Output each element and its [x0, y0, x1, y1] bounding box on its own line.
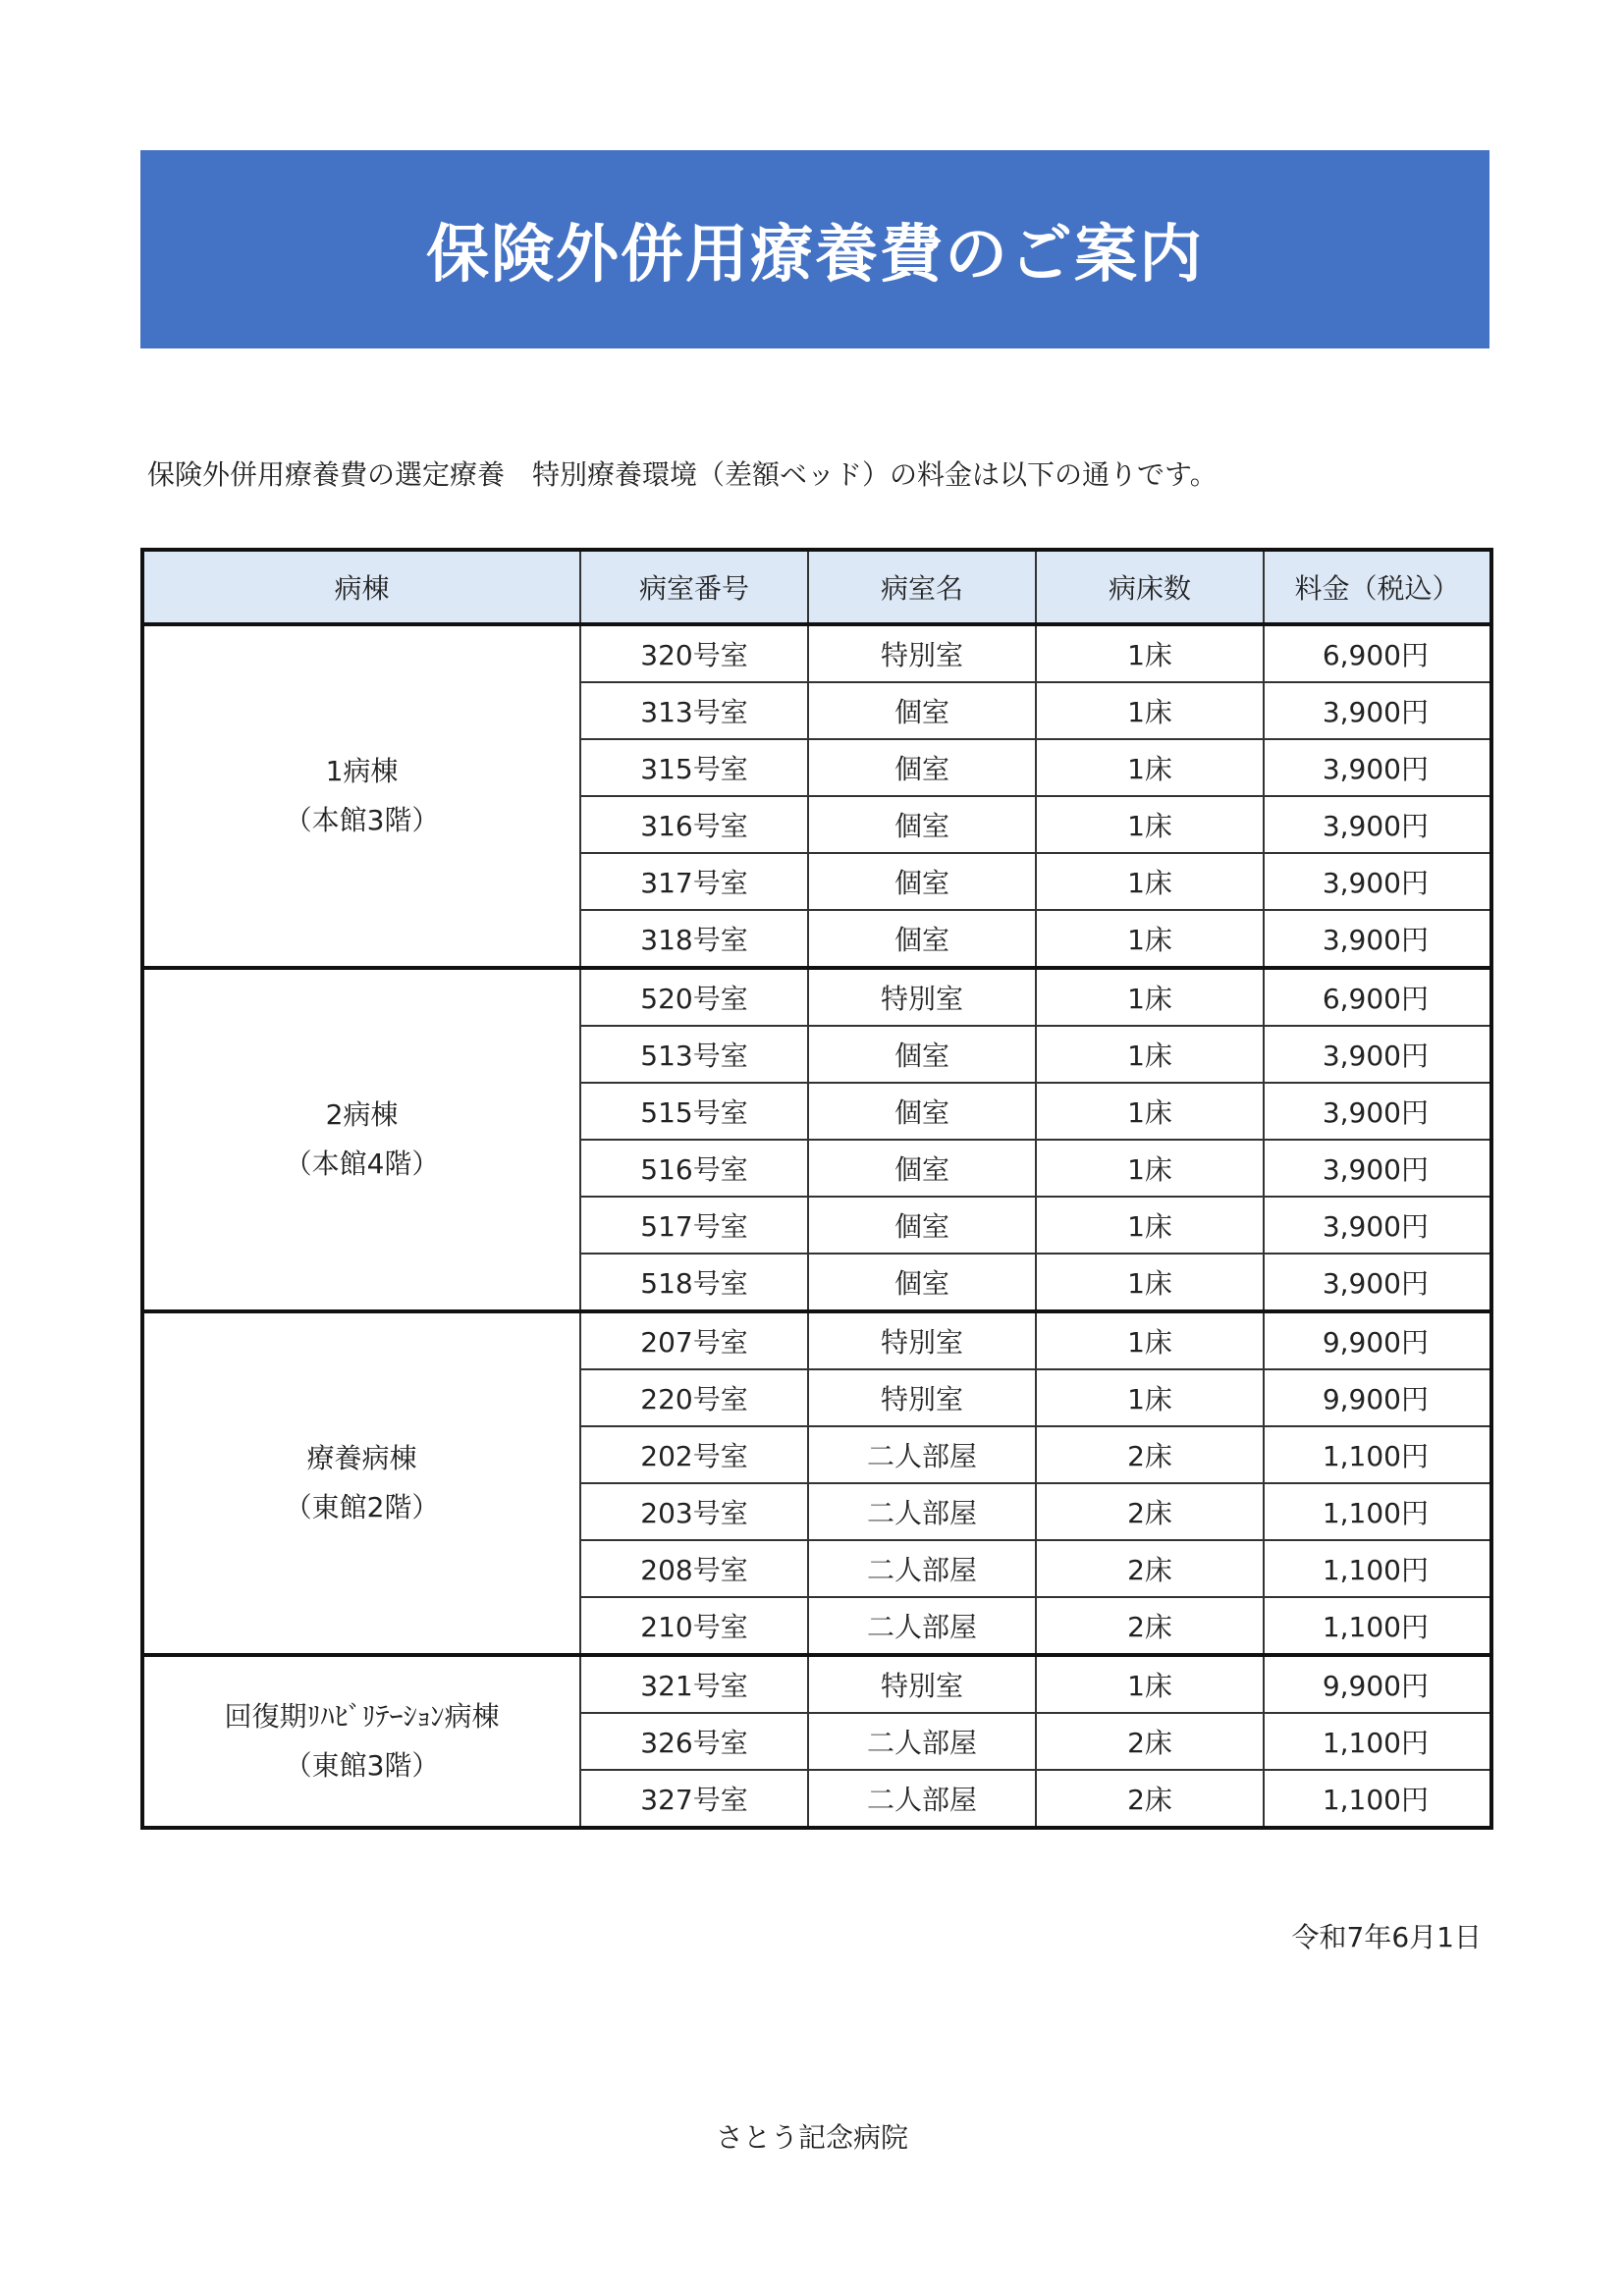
price-cell: 6,900円 — [1264, 624, 1491, 682]
price-cell: 3,900円 — [1264, 1140, 1491, 1197]
table-row — [142, 624, 1491, 682]
header-room-number: 病室番号 — [580, 550, 808, 624]
header-room-type: 病室名 — [808, 550, 1036, 624]
ward-name: 療養病棟 — [306, 1442, 417, 1474]
room-type-cell: 二人部屋 — [808, 1540, 1036, 1597]
beds-cell: 1床 — [1036, 910, 1264, 968]
table-row — [142, 968, 1491, 1026]
ward-name: 1病棟 — [325, 755, 399, 787]
room-type-cell: 特別室 — [808, 624, 1036, 682]
beds-cell: 1床 — [1036, 796, 1264, 853]
beds-cell: 2床 — [1036, 1713, 1264, 1770]
beds-cell: 2床 — [1036, 1770, 1264, 1828]
beds-cell: 1床 — [1036, 1254, 1264, 1311]
room-number-cell: 517号室 — [580, 1197, 808, 1254]
header-ward: 病棟 — [142, 550, 580, 624]
price-cell: 1,100円 — [1264, 1426, 1491, 1483]
price-cell: 1,100円 — [1264, 1483, 1491, 1540]
room-type-cell: 二人部屋 — [808, 1770, 1036, 1828]
room-number-cell: 315号室 — [580, 739, 808, 796]
beds-cell: 2床 — [1036, 1597, 1264, 1655]
price-cell: 3,900円 — [1264, 682, 1491, 739]
room-number-cell: 208号室 — [580, 1540, 808, 1597]
room-type-cell: 個室 — [808, 910, 1036, 968]
ward-name: 回復期ﾘﾊﾋﾞﾘﾃｰｼｮﾝ病棟 — [224, 1700, 500, 1733]
ward-cell — [142, 624, 580, 968]
table-row — [142, 1655, 1491, 1713]
room-type-cell: 個室 — [808, 1083, 1036, 1140]
beds-cell: 1床 — [1036, 682, 1264, 739]
room-type-cell: 二人部屋 — [808, 1713, 1036, 1770]
room-type-cell: 二人部屋 — [808, 1426, 1036, 1483]
header-beds: 病床数 — [1036, 550, 1264, 624]
issue-date: 令和7年6月1日 — [1291, 1921, 1482, 1953]
room-number-cell: 207号室 — [580, 1311, 808, 1369]
room-type-cell: 二人部屋 — [808, 1597, 1036, 1655]
room-number-cell: 518号室 — [580, 1254, 808, 1311]
price-cell: 3,900円 — [1264, 796, 1491, 853]
table-header-row — [142, 550, 1491, 624]
room-number-cell: 202号室 — [580, 1426, 808, 1483]
fee-table — [140, 548, 1493, 1830]
beds-cell: 2床 — [1036, 1540, 1264, 1597]
price-cell: 1,100円 — [1264, 1770, 1491, 1828]
price-cell: 1,100円 — [1264, 1713, 1491, 1770]
price-cell: 6,900円 — [1264, 968, 1491, 1026]
price-cell: 9,900円 — [1264, 1655, 1491, 1713]
ward-cell — [142, 968, 580, 1311]
ward-location: （本館3階） — [284, 804, 440, 836]
room-number-cell: 220号室 — [580, 1369, 808, 1426]
beds-cell: 1床 — [1036, 1026, 1264, 1083]
room-type-cell: 個室 — [808, 739, 1036, 796]
room-type-cell: 特別室 — [808, 968, 1036, 1026]
room-type-cell: 個室 — [808, 1140, 1036, 1197]
room-number-cell: 321号室 — [580, 1655, 808, 1713]
room-number-cell: 326号室 — [580, 1713, 808, 1770]
room-number-cell: 316号室 — [580, 796, 808, 853]
room-number-cell: 318号室 — [580, 910, 808, 968]
room-type-cell: 個室 — [808, 853, 1036, 910]
header-price: 料金（税込） — [1264, 550, 1491, 624]
ward-cell — [142, 1311, 580, 1655]
intro-text: 保険外併用療養費の選定療養 特別療養環境（差額ベッド）の料金は以下の通りです。 — [147, 458, 1218, 491]
ward-location: （東館2階） — [284, 1491, 440, 1523]
fee-table-body — [142, 624, 1491, 1828]
hospital-name: さとう記念病院 — [715, 2121, 908, 2154]
title-banner — [140, 150, 1489, 348]
ward-name: 2病棟 — [325, 1098, 399, 1131]
beds-cell: 1床 — [1036, 624, 1264, 682]
room-number-cell: 516号室 — [580, 1140, 808, 1197]
beds-cell: 1床 — [1036, 739, 1264, 796]
price-cell: 9,900円 — [1264, 1369, 1491, 1426]
room-type-cell: 個室 — [808, 1197, 1036, 1254]
room-type-cell: 特別室 — [808, 1369, 1036, 1426]
beds-cell: 2床 — [1036, 1426, 1264, 1483]
price-cell: 3,900円 — [1264, 739, 1491, 796]
price-cell: 1,100円 — [1264, 1540, 1491, 1597]
beds-cell: 1床 — [1036, 1083, 1264, 1140]
room-type-cell: 二人部屋 — [808, 1483, 1036, 1540]
room-number-cell: 513号室 — [580, 1026, 808, 1083]
room-type-cell: 個室 — [808, 682, 1036, 739]
beds-cell: 2床 — [1036, 1483, 1264, 1540]
room-number-cell: 317号室 — [580, 853, 808, 910]
room-number-cell: 313号室 — [580, 682, 808, 739]
price-cell: 3,900円 — [1264, 853, 1491, 910]
room-number-cell: 203号室 — [580, 1483, 808, 1540]
room-number-cell: 320号室 — [580, 624, 808, 682]
room-number-cell: 520号室 — [580, 968, 808, 1026]
room-number-cell: 210号室 — [580, 1597, 808, 1655]
ward-location: （本館4階） — [284, 1148, 440, 1180]
price-cell: 3,900円 — [1264, 1026, 1491, 1083]
beds-cell: 1床 — [1036, 1655, 1264, 1713]
beds-cell: 1床 — [1036, 1369, 1264, 1426]
ward-cell — [142, 1655, 580, 1828]
room-type-cell: 個室 — [808, 1026, 1036, 1083]
price-cell: 3,900円 — [1264, 1254, 1491, 1311]
price-cell: 1,100円 — [1264, 1597, 1491, 1655]
room-number-cell: 327号室 — [580, 1770, 808, 1828]
price-cell: 9,900円 — [1264, 1311, 1491, 1369]
room-type-cell: 個室 — [808, 1254, 1036, 1311]
beds-cell: 1床 — [1036, 968, 1264, 1026]
page-title: 保険外併用療養費のご案内 — [426, 219, 1204, 292]
table-row — [142, 1311, 1491, 1369]
beds-cell: 1床 — [1036, 1140, 1264, 1197]
price-cell: 3,900円 — [1264, 910, 1491, 968]
ward-location: （東館3階） — [284, 1749, 440, 1782]
room-type-cell: 特別室 — [808, 1655, 1036, 1713]
price-cell: 3,900円 — [1264, 1083, 1491, 1140]
room-type-cell: 個室 — [808, 796, 1036, 853]
beds-cell: 1床 — [1036, 853, 1264, 910]
beds-cell: 1床 — [1036, 1311, 1264, 1369]
room-number-cell: 515号室 — [580, 1083, 808, 1140]
room-type-cell: 特別室 — [808, 1311, 1036, 1369]
beds-cell: 1床 — [1036, 1197, 1264, 1254]
price-cell: 3,900円 — [1264, 1197, 1491, 1254]
